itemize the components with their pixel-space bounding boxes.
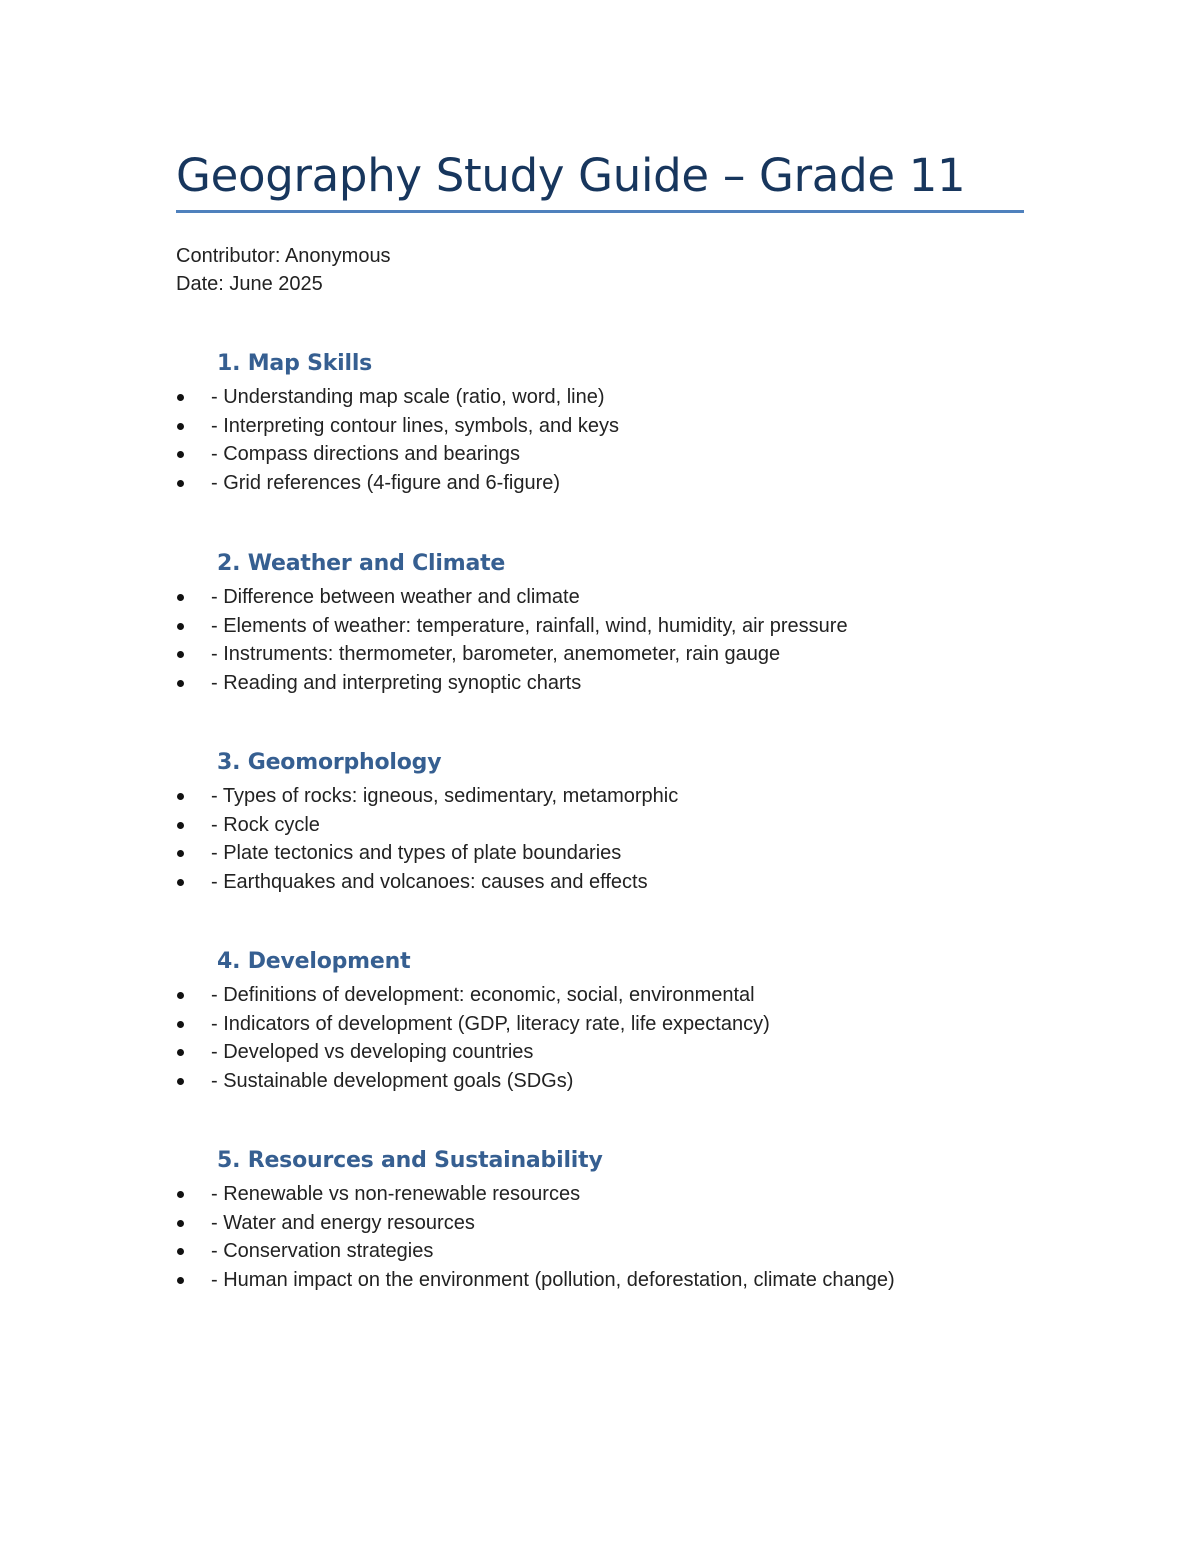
list-item-text: - Indicators of development (GDP, literacy rate, life expectancy)	[211, 1012, 770, 1035]
section-heading: 1. Map Skills	[217, 351, 373, 376]
list-item-text: - Compass directions and bearings	[211, 443, 521, 466]
bullet-icon	[177, 423, 184, 430]
list-item-text: - Definitions of development: economic, social, environmental	[211, 984, 755, 1006]
bullet-icon	[177, 1191, 184, 1198]
bullet-icon	[177, 1078, 184, 1085]
list-item-text: - Elements of weather: temperature, rainfall, wind, humidity, air pressure	[211, 614, 848, 637]
contributor-line: Contributor: Anonymous	[176, 245, 391, 267]
list-item-text: - Plate tectonics and types of plate boundaries	[211, 842, 622, 865]
list-item-text: - Interpreting contour lines, symbols, and keys	[211, 414, 619, 437]
bullet-icon	[177, 1220, 184, 1227]
document-title: Geography Study Guide – Grade 11	[176, 149, 966, 202]
bullet-icon	[177, 992, 184, 999]
list-item-text: - Rock cycle	[211, 813, 320, 836]
bullet-icon	[177, 1049, 184, 1056]
list-item-text: - Sustainable development goals (SDGs)	[211, 1070, 574, 1093]
list-item-text: - Human impact on the environment (pollution, deforestation, climate change)	[211, 1269, 895, 1292]
bullet-icon	[177, 1248, 184, 1255]
section-heading: 3. Geomorphology	[217, 750, 442, 775]
section-heading: 2. Weather and Climate	[217, 551, 506, 576]
list-item-text: - Difference between weather and climate	[211, 586, 580, 608]
bullet-icon	[177, 394, 184, 401]
title-underline	[176, 210, 1024, 213]
bullet-icon	[177, 850, 184, 857]
bullet-icon	[177, 793, 184, 800]
date-line: Date: June 2025	[176, 273, 323, 295]
bullet-icon	[177, 594, 184, 601]
list-item-text: - Types of rocks: igneous, sedimentary, metamorphic	[211, 785, 679, 807]
bullet-icon	[177, 451, 184, 458]
list-item-text: - Conservation strategies	[211, 1240, 434, 1263]
bullet-icon	[177, 623, 184, 630]
list-item-text: - Grid references (4-figure and 6-figure)	[211, 472, 561, 495]
list-item-text: - Earthquakes and volcanoes: causes and effects	[211, 871, 648, 894]
bullet-icon	[177, 651, 184, 658]
bullet-icon	[177, 1021, 184, 1028]
section-heading: 4. Development	[217, 949, 411, 974]
section-heading: 5. Resources and Sustainability	[217, 1148, 603, 1173]
list-item-text: - Water and energy resources	[211, 1211, 475, 1234]
list-item-text: - Instruments: thermometer, barometer, anemometer, rain gauge	[211, 643, 781, 666]
bullet-icon	[177, 822, 184, 829]
list-item-text: - Developed vs developing countries	[211, 1041, 534, 1064]
list-item-text: - Understanding map scale (ratio, word, line)	[211, 386, 605, 408]
bullet-icon	[177, 680, 184, 687]
list-item-text: - Reading and interpreting synoptic charts	[211, 672, 582, 695]
bullet-icon	[177, 480, 184, 487]
bullet-icon	[177, 879, 184, 886]
list-item-text: - Renewable vs non-renewable resources	[211, 1183, 581, 1205]
bullet-icon	[177, 1277, 184, 1284]
